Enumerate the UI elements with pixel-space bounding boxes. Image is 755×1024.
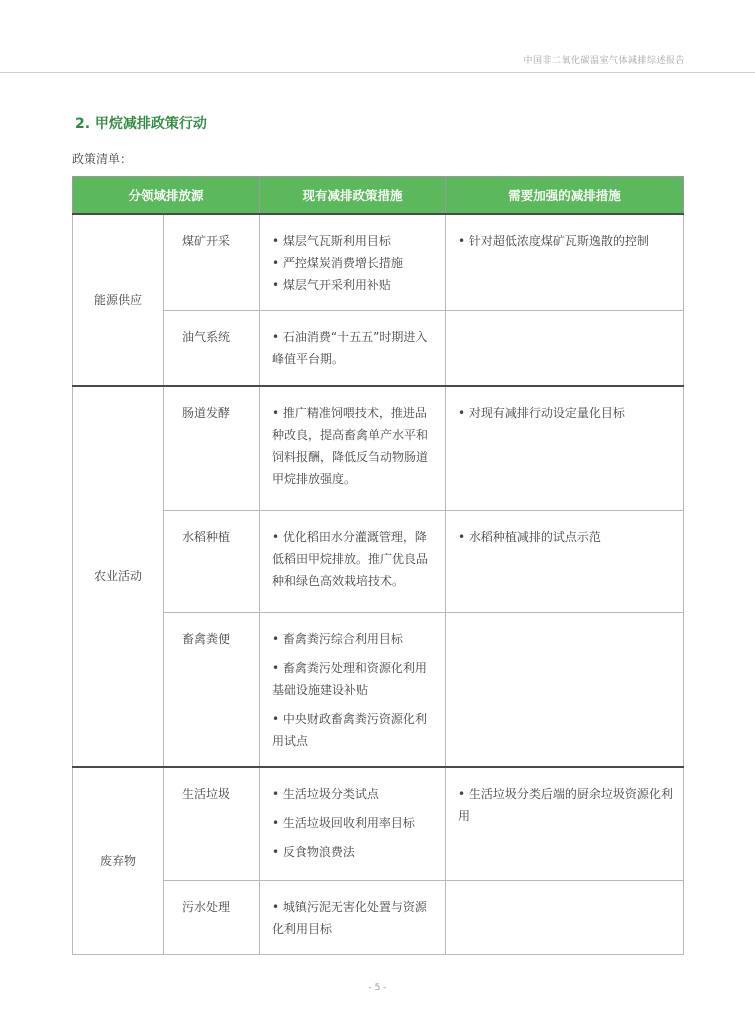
measure-item: • 严控煤炭消费增长措施 bbox=[272, 256, 403, 270]
domain-cell: 农业活动 bbox=[73, 386, 164, 768]
source-cell: 生活垃圾 bbox=[164, 767, 260, 880]
header-needed-measures: 需要加强的减排措施 bbox=[446, 177, 684, 215]
measure-item: • 反食物浪费法 bbox=[272, 845, 355, 859]
needs-cell bbox=[446, 311, 684, 386]
source-cell: 污水处理 bbox=[164, 880, 260, 954]
table-row bbox=[73, 386, 684, 511]
measures-cell bbox=[260, 386, 446, 511]
source-cell: 畜禽粪便 bbox=[164, 613, 260, 768]
table-row bbox=[73, 767, 684, 880]
needs-cell bbox=[446, 214, 684, 311]
need-item: • 针对超低浓度煤矿瓦斯逸散的控制 bbox=[458, 234, 649, 248]
measure-item: • 畜禽粪污综合利用目标 bbox=[272, 632, 403, 646]
measure-item: • 石油消费“十五五”时期进入峰值平台期。 bbox=[272, 330, 428, 366]
measure-item: • 煤层气开采利用补贴 bbox=[272, 278, 391, 292]
measure-item: • 煤层气瓦斯利用目标 bbox=[272, 234, 391, 248]
measures-cell bbox=[260, 511, 446, 613]
measure-item: • 优化稻田水分灌溉管理，降低稻田甲烷排放。推广优良品种和绿色高效栽培技术。 bbox=[272, 530, 429, 588]
source-cell: 水稻种植 bbox=[164, 511, 260, 613]
running-header: 中国非二氧化碳温室气体减排综述报告 bbox=[523, 56, 685, 66]
table-row bbox=[73, 214, 684, 311]
needs-cell bbox=[446, 880, 684, 954]
measure-item: • 推广精准饲喂技术，推进品种改良，提高畜禽单产水平和饲料报酬，降低反刍动物肠道甲烷排放强度。 bbox=[272, 405, 429, 486]
measure-item: • 生活垃圾回收利用率目标 bbox=[272, 816, 415, 830]
measures-cell bbox=[260, 613, 446, 768]
page-number: - 5 - bbox=[368, 983, 387, 993]
needs-cell bbox=[446, 613, 684, 768]
header-existing-measures: 现有减排政策措施 bbox=[260, 177, 446, 215]
measure-item: • 城镇污泥无害化处置与资源化利用目标 bbox=[272, 899, 427, 936]
measures-cell bbox=[260, 767, 446, 880]
need-item: • 对现有减排行动设定量化目标 bbox=[458, 405, 625, 420]
source-cell: 肠道发酵 bbox=[164, 386, 260, 511]
domain-cell: 废弃物 bbox=[73, 767, 164, 954]
section-title: 2. 甲烷减排政策行动 bbox=[75, 116, 207, 132]
source-cell: 油气系统 bbox=[164, 311, 260, 386]
measures-cell bbox=[260, 214, 446, 311]
measures-cell bbox=[260, 311, 446, 386]
domain-cell: 能源供应 bbox=[73, 214, 164, 386]
table-row bbox=[73, 880, 684, 954]
need-item: • 水稻种植减排的试点示范 bbox=[458, 530, 601, 544]
source-cell: 煤矿开采 bbox=[164, 214, 260, 311]
needs-cell bbox=[446, 511, 684, 613]
policy-table bbox=[72, 176, 684, 955]
header-divider bbox=[0, 72, 755, 73]
measure-item: • 生活垃圾分类试点 bbox=[272, 787, 379, 801]
measure-item: • 中央财政畜禽粪污资源化利用试点 bbox=[272, 712, 427, 748]
header-emission-source: 分领域排放源 bbox=[73, 177, 260, 215]
need-item: • 生活垃圾分类后端的厨余垃圾资源化利用 bbox=[458, 787, 673, 823]
needs-cell bbox=[446, 767, 684, 880]
table-row bbox=[73, 613, 684, 768]
table-row bbox=[73, 511, 684, 613]
needs-cell bbox=[446, 386, 684, 511]
measures-cell bbox=[260, 880, 446, 954]
policy-list-label: 政策清单： bbox=[72, 152, 133, 166]
table-row bbox=[73, 311, 684, 386]
measure-item: • 畜禽粪污处理和资源化利用基础设施建设补贴 bbox=[272, 661, 427, 697]
table-header-row bbox=[73, 177, 684, 215]
